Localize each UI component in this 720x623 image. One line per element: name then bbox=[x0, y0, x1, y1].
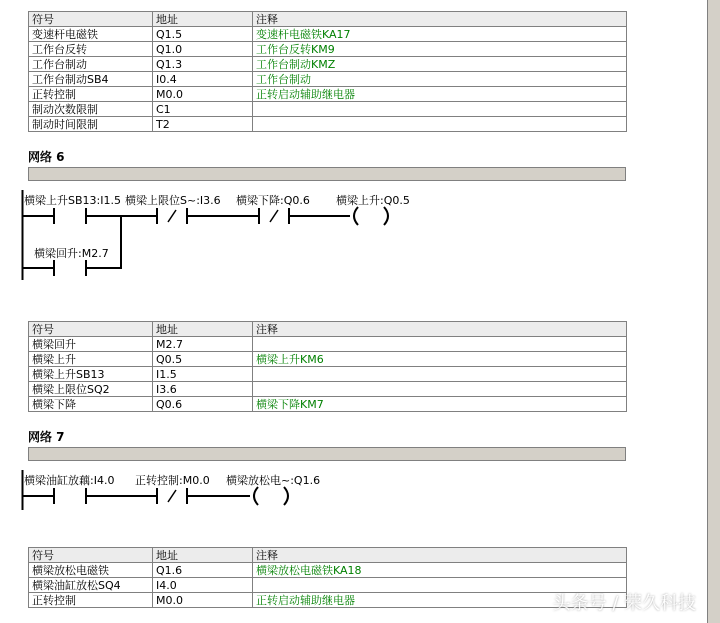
network-7-title[interactable]: 网络 7 bbox=[28, 430, 65, 444]
symbol-cell: 变速杆电磁铁 bbox=[29, 27, 153, 42]
network-7-comment-bar[interactable] bbox=[28, 447, 626, 461]
address-header: 地址 bbox=[153, 12, 253, 27]
address-cell: C1 bbox=[153, 102, 253, 117]
symbol-cell: 正转控制 bbox=[29, 593, 153, 608]
table-header-row bbox=[29, 322, 627, 337]
table-row[interactable] bbox=[29, 42, 627, 57]
table-header-row bbox=[29, 548, 627, 563]
coil-output[interactable] bbox=[354, 207, 388, 225]
table-row[interactable] bbox=[29, 367, 627, 382]
table-row[interactable] bbox=[29, 117, 627, 132]
contact-1-label: 横梁上升SB13:I1.5 bbox=[24, 194, 121, 207]
comment-cell: 横梁下降KM7 bbox=[253, 397, 627, 412]
comment-cell bbox=[253, 102, 627, 117]
address-cell: I4.0 bbox=[153, 578, 253, 593]
comment-cell: 横梁上升KM6 bbox=[253, 352, 627, 367]
table-row[interactable] bbox=[29, 337, 627, 352]
table-row[interactable] bbox=[29, 382, 627, 397]
symbol-cell: 横梁油缸放松SQ4 bbox=[29, 578, 153, 593]
coil-label: 横梁上升:Q0.5 bbox=[336, 194, 410, 207]
table-row[interactable] bbox=[29, 578, 627, 593]
comment-cell bbox=[253, 337, 627, 352]
address-cell: Q0.5 bbox=[153, 352, 253, 367]
network-6-ladder bbox=[0, 190, 707, 280]
address-cell: M0.0 bbox=[153, 87, 253, 102]
table-row[interactable] bbox=[29, 563, 627, 578]
contact-2-label: 横梁上限位S~:I3.6 bbox=[125, 194, 221, 207]
table-header-row bbox=[29, 12, 627, 27]
symbol-cell: 横梁放松电磁铁 bbox=[29, 563, 153, 578]
comment-cell: 正转启动辅助继电器 bbox=[253, 593, 627, 608]
contact-nc-3[interactable] bbox=[259, 208, 289, 224]
contact-1-label: 横梁油缸放藕:I4.0 bbox=[24, 474, 115, 487]
symbol-table-2 bbox=[28, 321, 627, 412]
address-cell: Q1.0 bbox=[153, 42, 253, 57]
comment-cell bbox=[253, 382, 627, 397]
table-row[interactable] bbox=[29, 72, 627, 87]
address-cell: M2.7 bbox=[153, 337, 253, 352]
symbol-header: 符号 bbox=[29, 322, 153, 337]
address-cell: Q1.6 bbox=[153, 563, 253, 578]
symbol-cell: 工作台制动 bbox=[29, 57, 153, 72]
comment-header: 注释 bbox=[253, 322, 627, 337]
comment-cell: 横梁放松电磁铁KA18 bbox=[253, 563, 627, 578]
comment-cell: 工作台反转KM9 bbox=[253, 42, 627, 57]
comment-cell: 工作台制动KMZ bbox=[253, 57, 627, 72]
address-cell: I0.4 bbox=[153, 72, 253, 87]
coil-label: 横梁放松电~:Q1.6 bbox=[226, 474, 321, 487]
comment-cell: 正转启动辅助继电器 bbox=[253, 87, 627, 102]
comment-cell bbox=[253, 367, 627, 382]
address-cell: Q0.6 bbox=[153, 397, 253, 412]
symbol-cell: 横梁上升 bbox=[29, 352, 153, 367]
comment-header: 注释 bbox=[253, 548, 627, 563]
symbol-cell: 制动时间限制 bbox=[29, 117, 153, 132]
symbol-cell: 横梁上限位SQ2 bbox=[29, 382, 153, 397]
symbol-cell: 横梁上升SB13 bbox=[29, 367, 153, 382]
comment-cell: 变速杆电磁铁KA17 bbox=[253, 27, 627, 42]
comment-cell bbox=[253, 117, 627, 132]
network-6-title[interactable]: 网络 6 bbox=[28, 150, 65, 164]
contact-no-branch[interactable] bbox=[54, 260, 86, 276]
address-cell: I1.5 bbox=[153, 367, 253, 382]
symbol-header: 符号 bbox=[29, 12, 153, 27]
right-scroll-gutter[interactable] bbox=[707, 0, 720, 623]
symbol-header: 符号 bbox=[29, 548, 153, 563]
network-7-ladder bbox=[0, 470, 707, 510]
contact-no-1[interactable] bbox=[54, 488, 86, 504]
contact-no-1[interactable] bbox=[54, 208, 86, 224]
branch-contact-label: 横梁回升:M2.7 bbox=[34, 247, 109, 260]
contact-nc-2[interactable] bbox=[157, 208, 187, 224]
address-cell: Q1.3 bbox=[153, 57, 253, 72]
symbol-cell: 工作台制动SB4 bbox=[29, 72, 153, 87]
address-cell: Q1.5 bbox=[153, 27, 253, 42]
table-row[interactable] bbox=[29, 87, 627, 102]
contact-3-label: 横梁下降:Q0.6 bbox=[236, 194, 310, 207]
address-header: 地址 bbox=[153, 322, 253, 337]
coil-output[interactable] bbox=[254, 487, 288, 505]
symbol-cell: 工作台反转 bbox=[29, 42, 153, 57]
contact-nc-2[interactable] bbox=[157, 488, 187, 504]
symbol-table-3 bbox=[28, 547, 627, 608]
address-header: 地址 bbox=[153, 548, 253, 563]
watermark: 头条号 / 荣久科技 bbox=[552, 593, 696, 614]
symbol-cell: 横梁下降 bbox=[29, 397, 153, 412]
symbol-table-1 bbox=[28, 11, 627, 132]
table-row[interactable] bbox=[29, 352, 627, 367]
symbol-cell: 正转控制 bbox=[29, 87, 153, 102]
comment-header: 注释 bbox=[253, 12, 627, 27]
address-cell: T2 bbox=[153, 117, 253, 132]
contact-2-label: 正转控制:M0.0 bbox=[135, 474, 210, 487]
table-row[interactable] bbox=[29, 27, 627, 42]
address-cell: M0.0 bbox=[153, 593, 253, 608]
comment-cell: 工作台制动 bbox=[253, 72, 627, 87]
table-row[interactable] bbox=[29, 57, 627, 72]
table-row[interactable] bbox=[29, 397, 627, 412]
network-6-comment-bar[interactable] bbox=[28, 167, 626, 181]
table-row[interactable] bbox=[29, 593, 627, 608]
table-row[interactable] bbox=[29, 102, 627, 117]
symbol-cell: 横梁回升 bbox=[29, 337, 153, 352]
symbol-cell: 制动次数限制 bbox=[29, 102, 153, 117]
address-cell: I3.6 bbox=[153, 382, 253, 397]
